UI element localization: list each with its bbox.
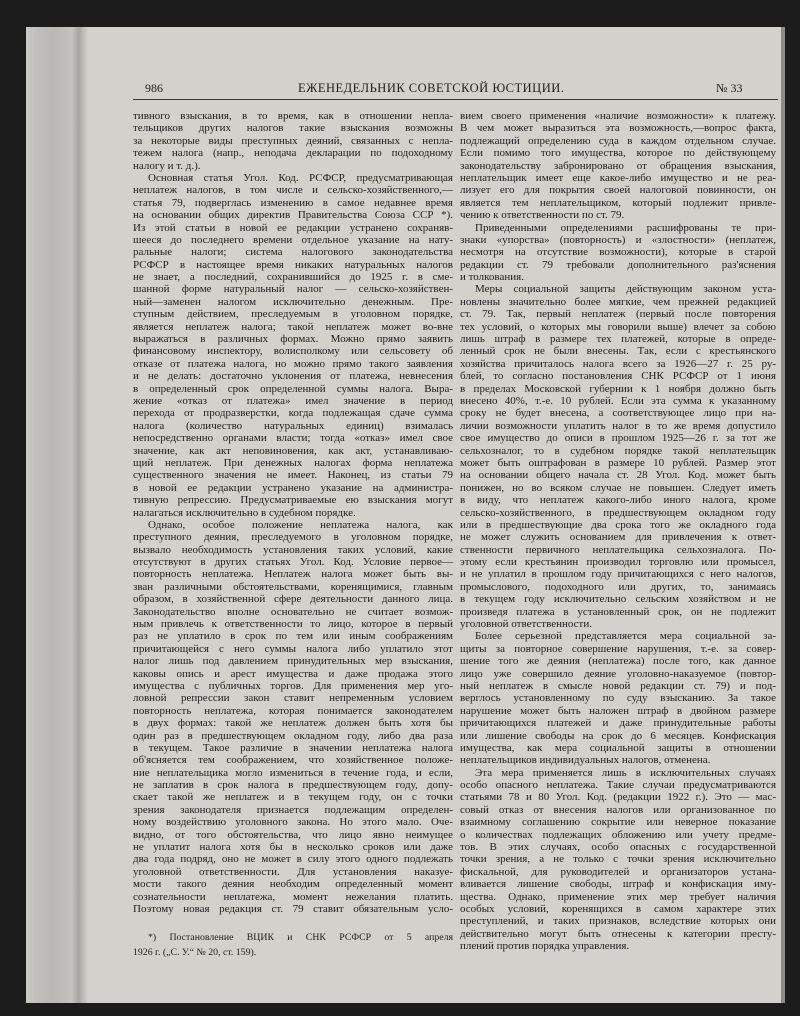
text-line: особо опасного неплатежа. Такие случаи предусматриваются [460, 779, 776, 792]
text-line: новлены значительно более мягкие, чем прежней редакцией [460, 295, 776, 308]
text-line: налагаться исключительно в судебном порядке. [133, 506, 356, 519]
text-line: произведя платежа в установленный срок, он не подлежит [460, 605, 776, 618]
paragraph [460, 110, 776, 222]
text-line: и не делать: достаточно уклонения от платежа, невнесения [133, 370, 453, 383]
text-line: фискальной, для руководителей и организаторов устана- [460, 865, 776, 878]
text-line: в новой ее редакции устранено указание на администра- [133, 481, 453, 494]
text-line: тов. В этих случаях, особо опасных с государственной [460, 841, 776, 854]
text-line: и толкования. [460, 271, 524, 284]
text-line: в виду, что неплатеж какого-либо иного налога, кроме [460, 494, 776, 507]
text-line: сознательности неплатежа, момент нежелания платить. [133, 890, 453, 903]
text-line: в текущем году исключительно сельским хозяйством и не [460, 593, 776, 606]
text-line: шение того же деяния (неплатежа) после того, как данное [460, 655, 776, 668]
text-line: ловной репрессии закон ставит непременным условием [133, 692, 453, 705]
text-line: хозяйства причиталось налога всего за 1926—27 г. 25 ру- [460, 357, 776, 370]
issue-number: № 33 [716, 81, 743, 95]
text-line: причитающихся платежей и даже принудительные работы [460, 717, 776, 730]
text-line: о количествах подлежащих обложению или учету предме- [460, 828, 776, 841]
text-line: В чем может выразиться эта возможность,—вопрос факта, [460, 122, 776, 135]
text-line: не знает, а последний, сохранившийся до 1925 г. в сме- [133, 271, 453, 284]
text-line: преступлений, и таких признаков, вследствие которых они [460, 915, 776, 928]
text-line: повторность неплатежа. Неплатеж налога может быть вы- [133, 568, 453, 581]
text-line: об'ясняется тем соображением, что хозяйственное положе- [133, 754, 453, 767]
paragraph [460, 283, 776, 630]
text-line: щиты за повторное совершение нарушения, т.-е. за совер- [460, 642, 776, 655]
text-line: особых условий, коренящихся в самом характере этих [460, 903, 776, 915]
text-line: РСФСР в настоящее время никаких натуральных налогов [133, 258, 453, 271]
text-line: плений против порядка управления. [460, 940, 630, 953]
paragraph [133, 519, 453, 916]
left-column [133, 110, 453, 915]
text-line: за некоторые виды преступных деяний, связанных с непла- [133, 134, 453, 147]
text-line: лишь штраф в размере тех платежей, которые в опреде- [460, 333, 776, 346]
text-line: ральные налоги; система налогового законодательства [133, 246, 453, 259]
text-line: редакции ст. 79 требовали дополнительного раз'яснения [460, 258, 776, 271]
text-line: в двух формах: такой же неплатеж должен быть хотя бы [133, 717, 453, 730]
text-line: имущества с публичных торгов. Для применения мер уго- [133, 679, 453, 692]
text-line: Меры социальной защиты действующим законом уста- [475, 283, 776, 296]
text-line: не заплатив в срок налога в предшествующем году, допу- [133, 779, 453, 792]
text-line: взаимному соглашению сокрытие или неверное показание [460, 816, 776, 829]
text-line: два года подряд, оно не может в силу этого одного подлежать [133, 853, 453, 866]
text-line: отказе от платежа налога, но можно прямо такого заявления [133, 357, 453, 370]
text-line: может быть оштрафован в размере 10 рублей. Размер этот [460, 456, 776, 469]
text-line: отсутствуют в других статьях Угол. Код. Условие первое— [133, 556, 453, 569]
text-line: неплательщиков индивидуальных налогов, отменена. [460, 754, 711, 767]
book-binding-edge [26, 27, 88, 1003]
text-line: статьями 78 и 80 Угол. Код. (редакции 1922 г.). Это — мас- [460, 791, 776, 804]
text-line: тельщиков других налогов такие взыскания возможны [133, 122, 453, 135]
text-line: выражаться в различных формах. Можно прямо заявить [133, 333, 453, 346]
text-line: финансовому инспектору, волисполкому или сельсовету об [133, 345, 453, 358]
text-line: или в предшествующие два срока того же окладного года [460, 518, 776, 531]
text-line: в текущем. Такое различие в значении неплатежа налога [133, 741, 453, 754]
text-line: повторность неплатежа, которая понимается законодателем [133, 704, 453, 717]
text-line: не уплатит налога хотя бы в несколько сроков или даже [133, 841, 453, 854]
text-line: нарушение может быть наложен штраф в двойном размере [460, 704, 776, 717]
text-line: мости такого деяния необходим определенный момент [133, 878, 453, 891]
text-line: в пределах Московской губернии к 1 ноября должно быть [460, 382, 776, 395]
text-line: щий неплатеж. При денежных налогах форма неплатежа [133, 456, 453, 469]
paragraph [460, 630, 776, 766]
text-line: личии возможности уплатить налог в то же время допустило [460, 419, 776, 432]
text-line: не может служить основанием для привлечения к ответ- [460, 531, 776, 544]
text-line: щества. Однако, применение этих мер требует наличия [460, 890, 776, 903]
text-line: ступным действием, преследуемым в уголовном порядке, [133, 308, 453, 321]
text-line: понижен, но во всяком случае не повышен. Следует иметь [460, 481, 776, 494]
text-line: уголовной ответственности. Для установления наказуе- [133, 865, 453, 878]
text-line: подлежащий определению суда в каждом отдельном случае. [460, 134, 776, 147]
text-line: перехода от продразверстки, когда подлежащая сдаче сумма [133, 407, 453, 420]
text-line: ственности первичного неплательщика сельхозналога. По- [460, 543, 776, 556]
text-line: образом, в хозяйственной сфере деятельности данного лица. [133, 593, 453, 606]
text-line: или лишение свободы на срок до 6 месяцев. Конфискация [460, 729, 776, 742]
text-line: чению к ответственности по ст. 79. [460, 209, 625, 222]
text-line: ному воздействию уголовного закона. Но этого мало. Оче- [133, 816, 453, 829]
text-line: Эта мера применяется лишь в исключительных случаях [475, 766, 776, 779]
text-line: этому если крестьянин производил торговлю или промысел, [460, 556, 776, 569]
footnote [133, 930, 453, 960]
text-line: верглось установленному по суду взысканию. За такое [460, 692, 776, 705]
paragraph [133, 172, 453, 519]
text-line: шееся до последнего времени отдельное указание на нату- [133, 233, 453, 246]
text-line: в определенный срок определенной суммы налога. Выра- [133, 382, 453, 395]
text-line: видно, от того обстоятельства, что лицо явно неимущее [133, 828, 453, 841]
page-right-edge [781, 27, 785, 1003]
text-line: Из этой статьи в новой ее редакции устранено сохраняв- [133, 221, 453, 234]
text-line: ный неплатеж в смысле новой редакции ст. 79) и под- [460, 679, 776, 692]
text-line: неплатеж налогов, в том числе и сельско-хозяйственного,— [133, 184, 453, 197]
text-line: сельхозналог, то в судебном порядке такой неплательщик [460, 444, 776, 457]
text-line: скает такой же неплатеж и в текущем году, он с точки [133, 791, 453, 804]
text-line: раз не уплатило в срок по тем или иным соображениям [133, 630, 453, 643]
text-line: промыслового, подоходного или других, то, занимаясь [460, 580, 776, 593]
text-line: тех условий, о которых мы говорили выше) влечет за собою [460, 320, 776, 333]
text-line: непосредственно органами власти; тогда «отказ» имел свое [133, 432, 453, 445]
text-line: является неплатеж налога; такой неплатеж может во-вне [133, 320, 453, 333]
text-line: ный—заменен налогом исключительно денежным. Пре- [133, 295, 453, 308]
header-rule [133, 99, 778, 100]
text-line: вием своего применения «наличие возможности» к платежу. [460, 110, 776, 122]
text-line: блей, то согласно постановления СНК РСФСР от 1 июня [460, 370, 776, 383]
text-line: тежем налога (напр., неподача декларации по подоходному [133, 147, 453, 160]
text-line: Приведенными определениями расшифрованы те при- [475, 221, 776, 234]
text-line: ным привлечь к ответственности то лицо, которое в первый [133, 618, 453, 631]
text-line: тивную репрессию. Предусматриваемые ею взыскания могут [133, 494, 453, 507]
paragraph [460, 222, 776, 284]
text-line: статья 79, подверглась изменению в самое недавнее время [133, 196, 453, 209]
text-line: Законодательство вполне основательно не считает возмож- [133, 605, 453, 618]
text-line: налогу и т. д.). [133, 159, 201, 172]
journal-title: ЕЖЕНЕДЕЛЬНИК СОВЕТСКОЙ ЮСТИЦИИ. [298, 81, 565, 95]
text-line: на основании общего начала ст. 28 Угол. Код. может быть [460, 469, 776, 482]
text-line: Основная статья Угол. Код. РСФСР, предусматривающая [148, 171, 453, 184]
text-line: преступного деяния, преследуемого в уголовном порядке, [133, 531, 453, 544]
text-line: значение, как акт неповиновения, как акт, устанавливаю- [133, 444, 453, 457]
text-line: действительно могут быть отнесены к категории престу- [460, 927, 776, 940]
text-line: зван различными обстоятельствами, коренящимися, главным [133, 580, 453, 593]
text-line: тивного взыскания, в то время, как в отношении непла- [133, 110, 453, 122]
text-line: Однако, особое положение неплатежа налога, как [148, 518, 453, 531]
text-line: жение «отказ от платежа» имел значение в период [133, 394, 453, 407]
text-line: Если помимо того имущества, которое по действующему [460, 147, 776, 160]
text-line: свое имущество до описи в прошлом 1925—26 г. за тот же [460, 432, 776, 445]
paragraph [460, 767, 776, 953]
text-line: внесено 40%, т.-е. 10 рублей. Если эта сумма к указанному [460, 394, 776, 407]
text-line: зрения законодателя признается подлежащим определен- [133, 803, 453, 816]
text-line: шанной форме натуральный налог — сельско-хозяйствен- [133, 283, 453, 296]
text-line: вызвало необходимость установления таких условий, какие [133, 543, 453, 556]
text-line: ленный срок не были внесены. Так, если с крестьянского [460, 345, 776, 358]
text-line: лицо уже совершило деяние уголовно-наказуемое (повтор- [460, 667, 776, 680]
text-line: неплательщик имеет еще какое-либо имущество и не реа- [460, 171, 776, 184]
page-number: 986 [145, 81, 163, 95]
text-line: ст. 79. Так, первый неплатеж (первый после повторения [460, 308, 776, 321]
paragraph [133, 110, 453, 172]
text-line: и не уплатил в прошлом году причитающихся с него налогов, [460, 568, 776, 581]
text-line: является тем неплательщиком, который подлежит привле- [460, 196, 776, 209]
text-line: налога (количество натуральных единиц) взималась [133, 419, 453, 432]
text-line: один раз в предшествующем окладном году, либо два раза [133, 729, 453, 742]
text-line: вливается лишение свободы, штраф и конфискация иму- [460, 878, 776, 891]
text-line: имущества, как мера социальной защиты в отношении [460, 741, 776, 754]
text-line: существенного значения не имеет. Наконец, из статьи 79 [133, 469, 453, 482]
text-line: налог лишь под давлением принудительных мер взыскания, [133, 655, 453, 668]
text-line: несмотря на отсутствие возможности), которые в старой [460, 246, 776, 259]
text-line: законодательству забронировано от обращения взыскания, [460, 159, 776, 172]
text-line: точки зрения, а не только с точки зрения исключительно [460, 853, 776, 866]
text-line: лизует его для покрытия своей налоговой повинности, он [460, 184, 776, 197]
footnote-line: *) Постановление ВЦИК и СНК РСФСР от 5 апреля [148, 932, 453, 943]
text-line: уголовной ответственности. [460, 618, 592, 631]
text-line: совый отказ от внесения налогов или организованное по [460, 803, 776, 816]
text-line: причитающейся с него суммы налога либо уплатило этот [133, 642, 453, 655]
right-column [460, 110, 776, 953]
text-line: сроку не будет внесена, а соответствующее лицо при на- [460, 407, 776, 420]
text-line: Поэтому новая редакция ст. 79 ставит обязательным усло- [133, 903, 453, 915]
text-line: каковы опись и арест имущества и даже продажа этого [133, 667, 453, 680]
footnote-line: 1926 г. („С. У.“ № 20, ст. 159). [133, 947, 257, 958]
text-line: сельско-хозяйственного, в предшествующем окладном году [460, 506, 776, 519]
text-line: знаки «упорства» (повторность) и «злостности» (неплатеж, [460, 233, 776, 246]
text-line: на основании общих директив Правительства Союза ССР *). [133, 209, 453, 222]
text-line: Более серьезной представляется мера социальной за- [475, 630, 776, 643]
text-line: ние неплательщика могло измениться в течение года, и если, [133, 766, 453, 779]
